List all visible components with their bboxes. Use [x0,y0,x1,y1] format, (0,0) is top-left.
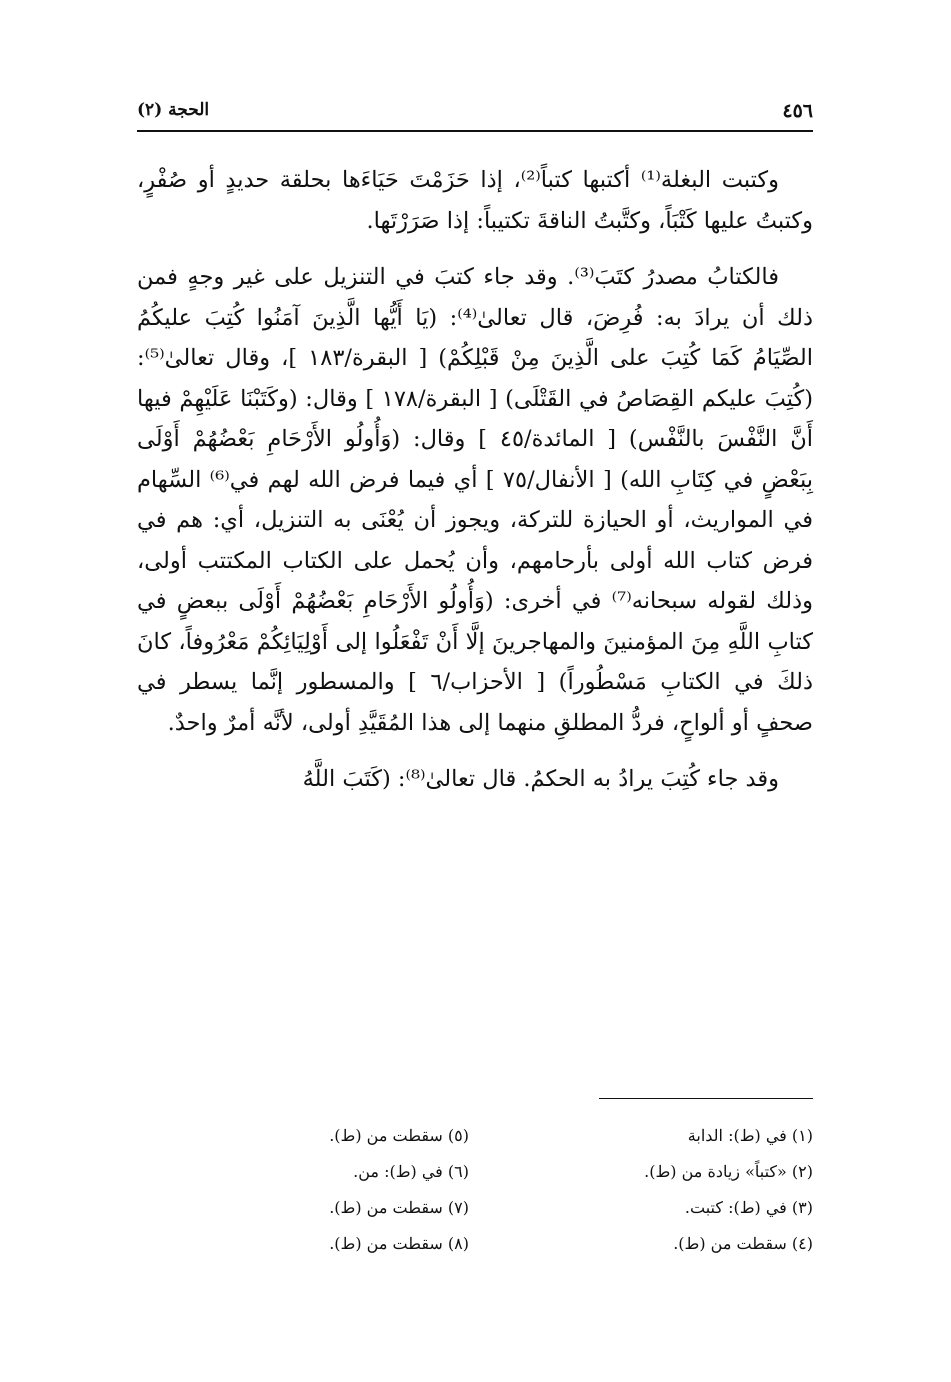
footnote-7: (٧) سقطت من (ط). [329,1198,469,1217]
footnote-6: (٦) في (ط): من. [353,1162,469,1181]
footnote-divider [599,1098,813,1099]
footnotes-right-column [483,1118,813,1262]
paragraph-3: وقد جاء كُتِبَ يرادُ به الحكمُ. قال تعالىٰ⁽⁸⁾: (كَتَبَ اللَّهُ [302,766,779,792]
footnotes [137,1118,813,1268]
running-title: الحجة (٢) [137,100,210,120]
footnote-2: (٢) «كتباً» زيادة من (ط). [644,1162,813,1181]
page-header [137,100,813,132]
main-text [137,160,813,800]
footnote-4: (٤) سقطت من (ط). [673,1234,813,1253]
footnotes-left-column [139,1118,469,1262]
footnote-5: (٥) سقطت من (ط). [329,1126,469,1145]
footnote-3: (٣) في (ط): كتبت. [684,1198,813,1217]
page-number: ٤٥٦ [782,100,813,122]
paragraph-1: وكتبت البغلة⁽¹⁾ أكتبها كتباً⁽²⁾، إذا حَزَمْتَ حَيَاءَها بحلقة حديدٍ أو صُفْرٍ، وكتبتُ عليها كَتْبَاً، وكتَّبتُ الناقةَ تكتيباً: إذا صَرَرْتَها. [137,167,813,234]
footnote-8: (٨) سقطت من (ط). [329,1234,469,1253]
footnote-1: (١) في (ط): الدابة [687,1126,813,1145]
paragraph-2: فالكتابُ مصدرُ كتَبَ⁽³⁾. وقد جاء كتبَ في التنزيل على غير وجهٍ فمن ذلك أن يرادَ به: فُرِضَ، قال تعالىٰ⁽⁴⁾: (يَا أَيُّها الَّذِينَ آمَنُوا كُتِبَ عليكُمُ الصِّيَامُ كَمَا كُتِبَ على الَّذِينَ مِنْ قَبْلِكُمْ) [ البقرة/١٨٣ ]، وقال تعالىٰ⁽⁵⁾: (كُتِبَ عليكم القِصَاصُ في القَتْلَى) [ البقرة/١٧٨ ] وقال: (وكَتَبْنَا عَلَيْهِمْ فيها أَنَّ النَّفْسَ بالنَّفْس) [ المائدة/٤٥ ] وقال: (وَأُولُو الأَرْحَامِ بَعْضُهُمْ أَوْلَى بِبَعْضٍ في كِتَابِ الله) [ الأنفال/٧٥ ] أي فيما فرض الله لهم في⁽⁶⁾ السِّهام في المواريث، أو الحيازة للتركة، ويجوز أن يُعْنَى به التنزيل، أي: هم في فرض كتاب الله أولى بأرحامهم، وأن يُحمل على الكتاب المكتتب أولى، وذلك لقوله سبحانه⁽⁷⁾ في أخرى: (وَأُولُو الأَرْحَامِ بَعْضُهُمْ أَوْلَى ببعضٍ في كتابِ اللَّهِ مِنَ المؤمنينَ والمهاجرينَ إلَّا أَنْ تَفْعَلُوا إلى أَوْلِيَائِكُمْ مَعْرُوفاً، كانَ ذلكَ في الكتابِ مَسْطُوراً) [ الأحزاب/٦ ] والمسطور إنَّما يسطر في صحفٍ أو ألواحٍ، فردُّ المطلقِ منهما إلى هذا المُقَيَّدِ أولى، لأنَّه أمرٌ واحدٌ. [137,264,814,736]
